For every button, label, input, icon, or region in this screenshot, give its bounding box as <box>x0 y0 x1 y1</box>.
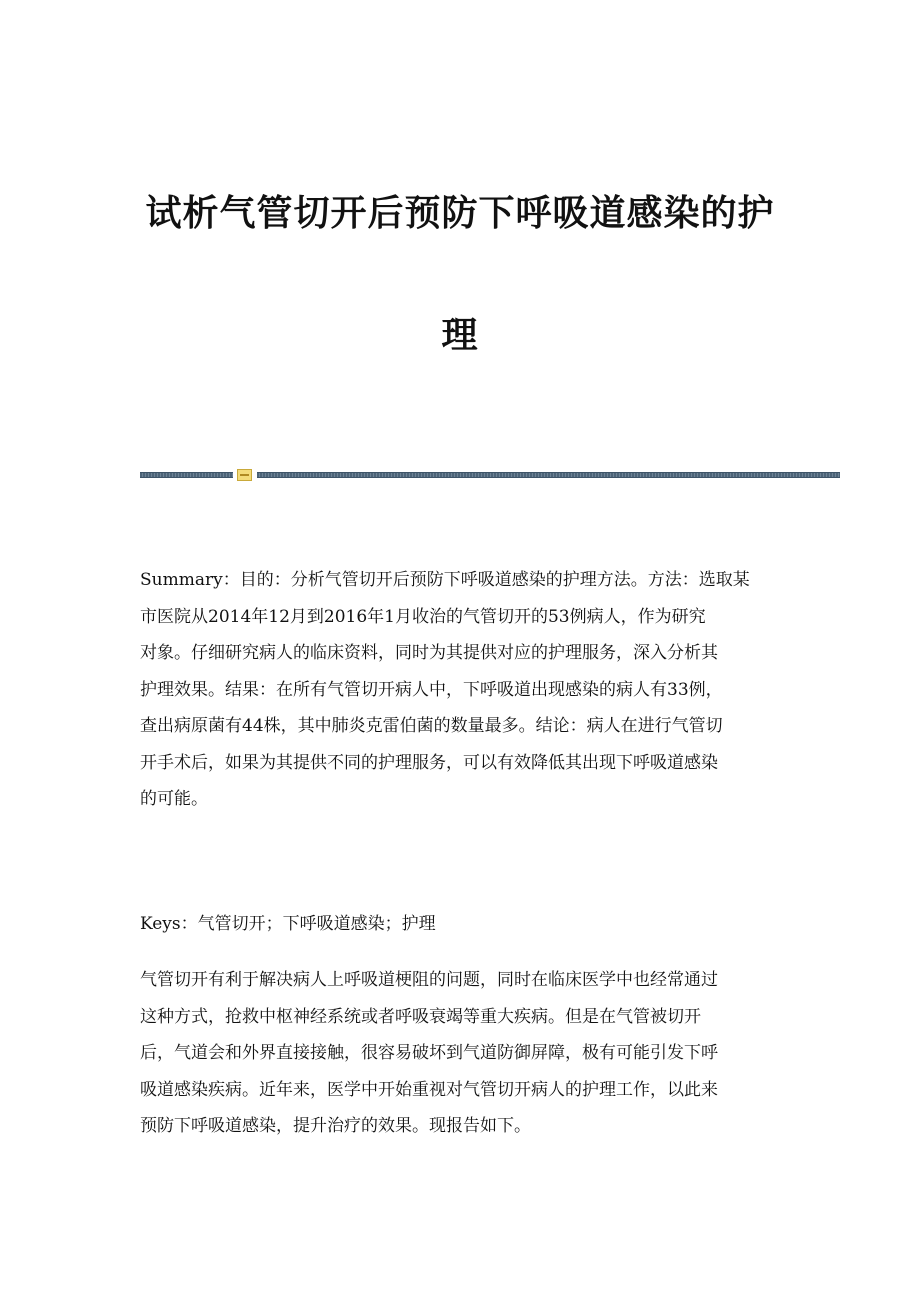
summary-line: 开手术后，如果为其提供不同的护理服务，可以有效降低其出现下呼吸道感染 <box>140 752 718 773</box>
title-divider <box>140 469 840 481</box>
summary-paragraph <box>140 562 790 818</box>
summary-line: 市医院从2014年12月到2016年1月收治的气管切开的53例病人，作为研究 <box>140 606 706 627</box>
keywords-paragraph <box>140 906 790 943</box>
intro-line: 气管切开有利于解决病人上呼吸道梗阻的问题，同时在临床医学中也经常通过 <box>140 970 718 990</box>
divider-ornament-icon <box>237 469 252 481</box>
summary-line: 的可能。 <box>140 789 208 809</box>
intro-line: 后，气道会和外界直接接触，很容易破坏到气道防御屏障，极有可能引发下呼 <box>140 1043 718 1063</box>
divider-bar-right <box>257 472 840 478</box>
summary-line: 护理效果。结果：在所有气管切开病人中，下呼吸道出现感染的病人有33例， <box>140 679 723 700</box>
introduction-paragraph <box>140 962 790 1145</box>
intro-line: 这种方式，抢救中枢神经系统或者呼吸衰竭等重大疾病。但是在气管被切开 <box>140 1006 701 1027</box>
summary-line: 对象。仔细研究病人的临床资料，同时为其提供对应的护理服务，深入分析其 <box>140 643 718 663</box>
summary-line: 查出病原菌有44株，其中肺炎克雷伯菌的数量最多。结论：病人在进行气管切 <box>140 716 723 736</box>
intro-line: 预防下呼吸道感染，提升治疗的效果。现报告如下。 <box>140 1116 531 1136</box>
summary-line: Summary：目的：分析气管切开后预防下呼吸道感染的护理方法。方法：选取某 <box>140 570 750 590</box>
document-title-line-2: 理 <box>441 315 479 356</box>
divider-bar-left <box>140 472 233 478</box>
intro-line: 吸道感染疾病。近年来，医学中开始重视对气管切开病人的护理工作，以此来 <box>140 1079 718 1100</box>
document-title-line-1: 试析气管切开后预防下呼吸道感染的护 <box>145 193 775 234</box>
keywords-line: Keys：气管切开；下呼吸道感染；护理 <box>140 914 436 934</box>
